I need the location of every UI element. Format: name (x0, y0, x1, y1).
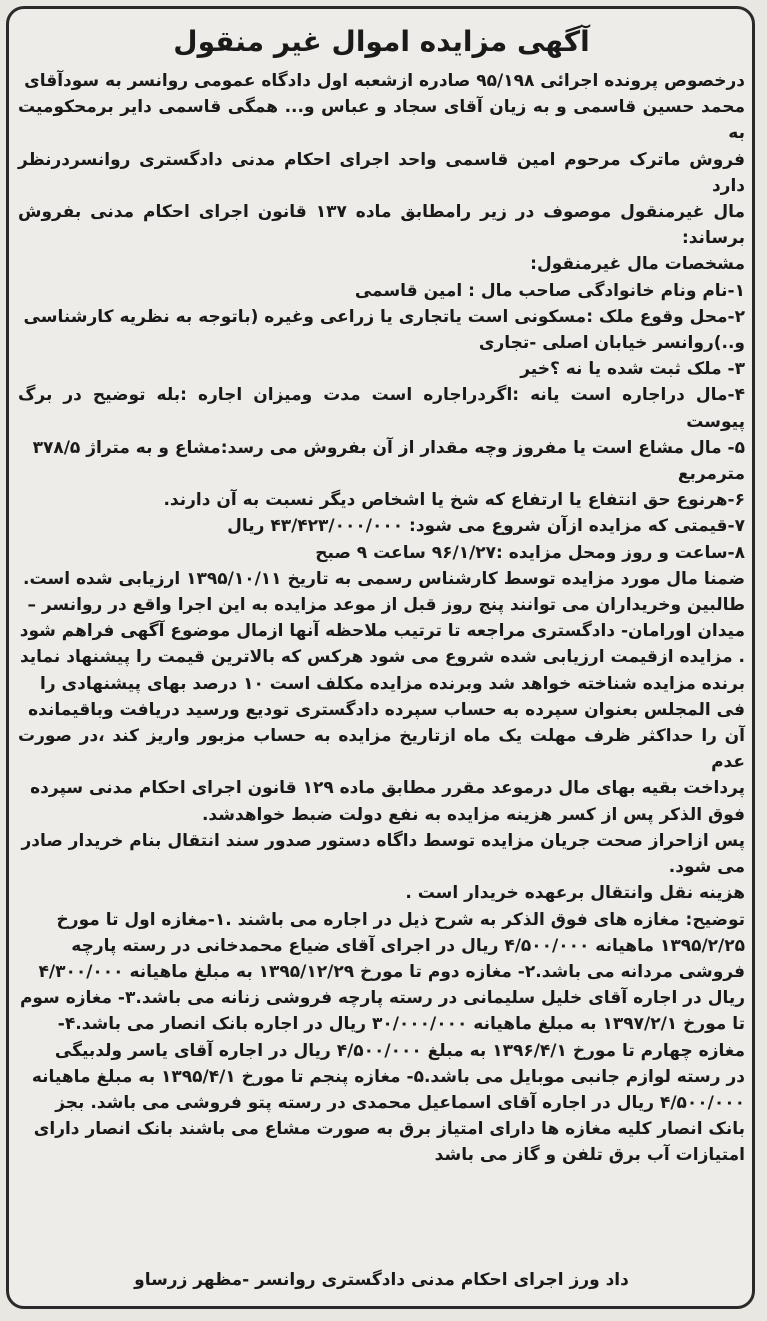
text-line: فوق الذکر پس از کسر هزینه مزایده به نفع دولت ضبط خواهدشد. (201, 804, 745, 825)
text-line: برنده مزایده شناخته خواهد شد وبرنده مزایده مکلف است ۱۰ درصد بهای پیشنهادی را (40, 673, 745, 694)
text-line: فروشی مردانه می باشد.۲- مغازه دوم تا مورخ ۱۳۹۵/۱۲/۲۹ به مبلغ ماهیانه ۴/۳۰۰/۰۰۰ (38, 961, 745, 982)
text-line: فروش ماترک مرحوم امین قاسمی واحد اجرای احکام مدنی دادگستری روانسردرنظر دارد (18, 149, 745, 196)
text-line: مشخصات مال غیرمنقول: (530, 254, 745, 275)
text-line: ۳- ملک ثبت شده یا نه ؟خیر (520, 359, 745, 380)
text-line: هزینه نقل وانتقال برعهده خریدار است . (405, 883, 745, 904)
text-line: فی المجلس بعنوان سپرده به حساب سپرده دادگستری تودیع ورسید دریافت وباقیمانده (28, 699, 745, 720)
text-line: ۱۳۹۵/۲/۲۵ ماهیانه ۴/۵۰۰/۰۰۰ ریال در اجرای آقای ضیاع محمدخانی در رسته پارچه (71, 935, 745, 956)
text-line: ۴-مال دراجاره است یانه :اگردراجاره است مدت ومیزان اجاره :بله توضیح در برگ پیوست (18, 385, 745, 432)
notice-title: آگهی مزایده اموال غیر منقول (173, 25, 590, 58)
text-line: درخصوص پرونده اجرائی ۹۵/۱۹۸ صادره ازشعبه اول دادگاه عمومی روانسر به سودآقای (24, 71, 745, 91)
text-line: ۲-محل وقوع ملک :مسکونی است یاتجاری یا زراعی وغیره (باتوجه به نظریه کارشناسی (23, 306, 745, 327)
text-line: ۷-قیمتی که مزایده ازآن شروع می شود: ۴۳/۴۲۳/۰۰۰/۰۰۰ ریال (227, 516, 745, 537)
text-line: ۵- مال مشاع است یا مفروز وچه مقدار از آن بفروش می رسد:مشاع و به متراژ ۳۷۸/۵ (32, 437, 745, 458)
text-line: مال غیرمنقول موصوف در زیر رامطابق ماده ۱۳۷ قانون اجرای احکام مدنی بفروش برساند: (18, 202, 745, 249)
text-line: در رسته لوازم جانبی موبایل می باشد.۵- مغازه پنجم تا مورخ ۱۳۹۵/۴/۱ به مبلغ ماهیانه (31, 1066, 745, 1087)
notice-body (18, 18, 745, 1169)
text-line: . مزایده ازقیمت ارزیابی شده شروع می شود هرکس که بالاترین قیمت را پیشنهاد نماید (19, 647, 745, 668)
text-line: امتیازات آب برق تلفن و گاز می باشد (434, 1145, 745, 1166)
text-line: آن را حداکثر ظرف مهلت یک ماه ازتاریخ مزایده به حساب مزبور واریز کند ،در صورت عدم (18, 726, 745, 773)
text-line: تا مورخ ۱۳۹۷/۲/۱ به مبلغ ماهیانه ۳۰/۰۰۰/۰۰۰ ریال در اجاره بانک انصار می باشد.۴- (57, 1014, 745, 1035)
text-line: ۴/۵۰۰/۰۰۰ ریال در اجاره آقای اسماعیل محمدی در رسته پتو فروشی می باشد. بجز (55, 1092, 745, 1113)
text-line: ۶-هرنوع حق انتفاع یا ارتفاع که شخ یا اشخاص دیگر نسبت به آن دارند. (163, 490, 745, 511)
text-line: پرداخت بقیه بهای مال درموعد مقرر مطابق ماده ۱۲۹ قانون اجرای احکام مدنی سپرده (30, 778, 745, 799)
text-line: طالبین وخریداران می توانند پنج روز قبل از موعد مزایده به این اجرا واقع در روانسر – (27, 595, 745, 616)
text-line: مترمربع (677, 464, 745, 485)
text-line: می شود. (668, 857, 745, 878)
text-line: ۸-ساعت و روز ومحل مزایده :۹۶/۱/۲۷ ساعت ۹ صبح (315, 542, 745, 563)
text-line: ۱-نام ونام خانوادگی صاحب مال : امین قاسمی (354, 280, 745, 301)
text-line: میدان اورامان- دادگستری مراجعه تا ترتیب ملاحظه آنها ازمال موضوع آگهی فراهم شود (19, 621, 745, 642)
text-line: مغازه چهارم تا مورخ ۱۳۹۶/۴/۱ به مبلغ ۴/۵۰۰/۰۰۰ ریال در اجاره آقای یاسر ولدبیگی (54, 1040, 745, 1061)
signature-line: داد ورز اجرای احکام مدنی دادگستری روانسر -مظهر زرساو (134, 1270, 629, 1290)
text-line: ضمنا مال مورد مزایده توسط کارشناس رسمی به تاریخ ۱۳۹۵/۱۰/۱۱ ارزیابی شده است. (23, 568, 745, 589)
text-line: و..)روانسر خیابان اصلی -تجاری (478, 333, 745, 354)
text-line: محمد حسین قاسمی و به زیان آقای سجاد و عباس و... همگی قاسمی دایر برمحکومیت به (18, 97, 745, 144)
text-line: ریال در اجاره آقای خلیل سلیمانی در رسته پارچه فروشی زنانه می باشد.۳- مغازه سوم (19, 988, 745, 1009)
text-line: توضیح: مغازه های فوق الذکر به شرح ذیل در اجاره می باشند .۱-مغازه اول تا مورخ (56, 909, 745, 930)
text-line: پس ازاحراز صحت جریان مزایده توسط داگاه دستور صدور سند انتقال بنام خریدار صادر (21, 830, 745, 851)
text-line: بانک انصار کلیه مغازه ها دارای امتیاز برق به صورت مشاع می باشند بانک انصار دارای (33, 1119, 745, 1140)
